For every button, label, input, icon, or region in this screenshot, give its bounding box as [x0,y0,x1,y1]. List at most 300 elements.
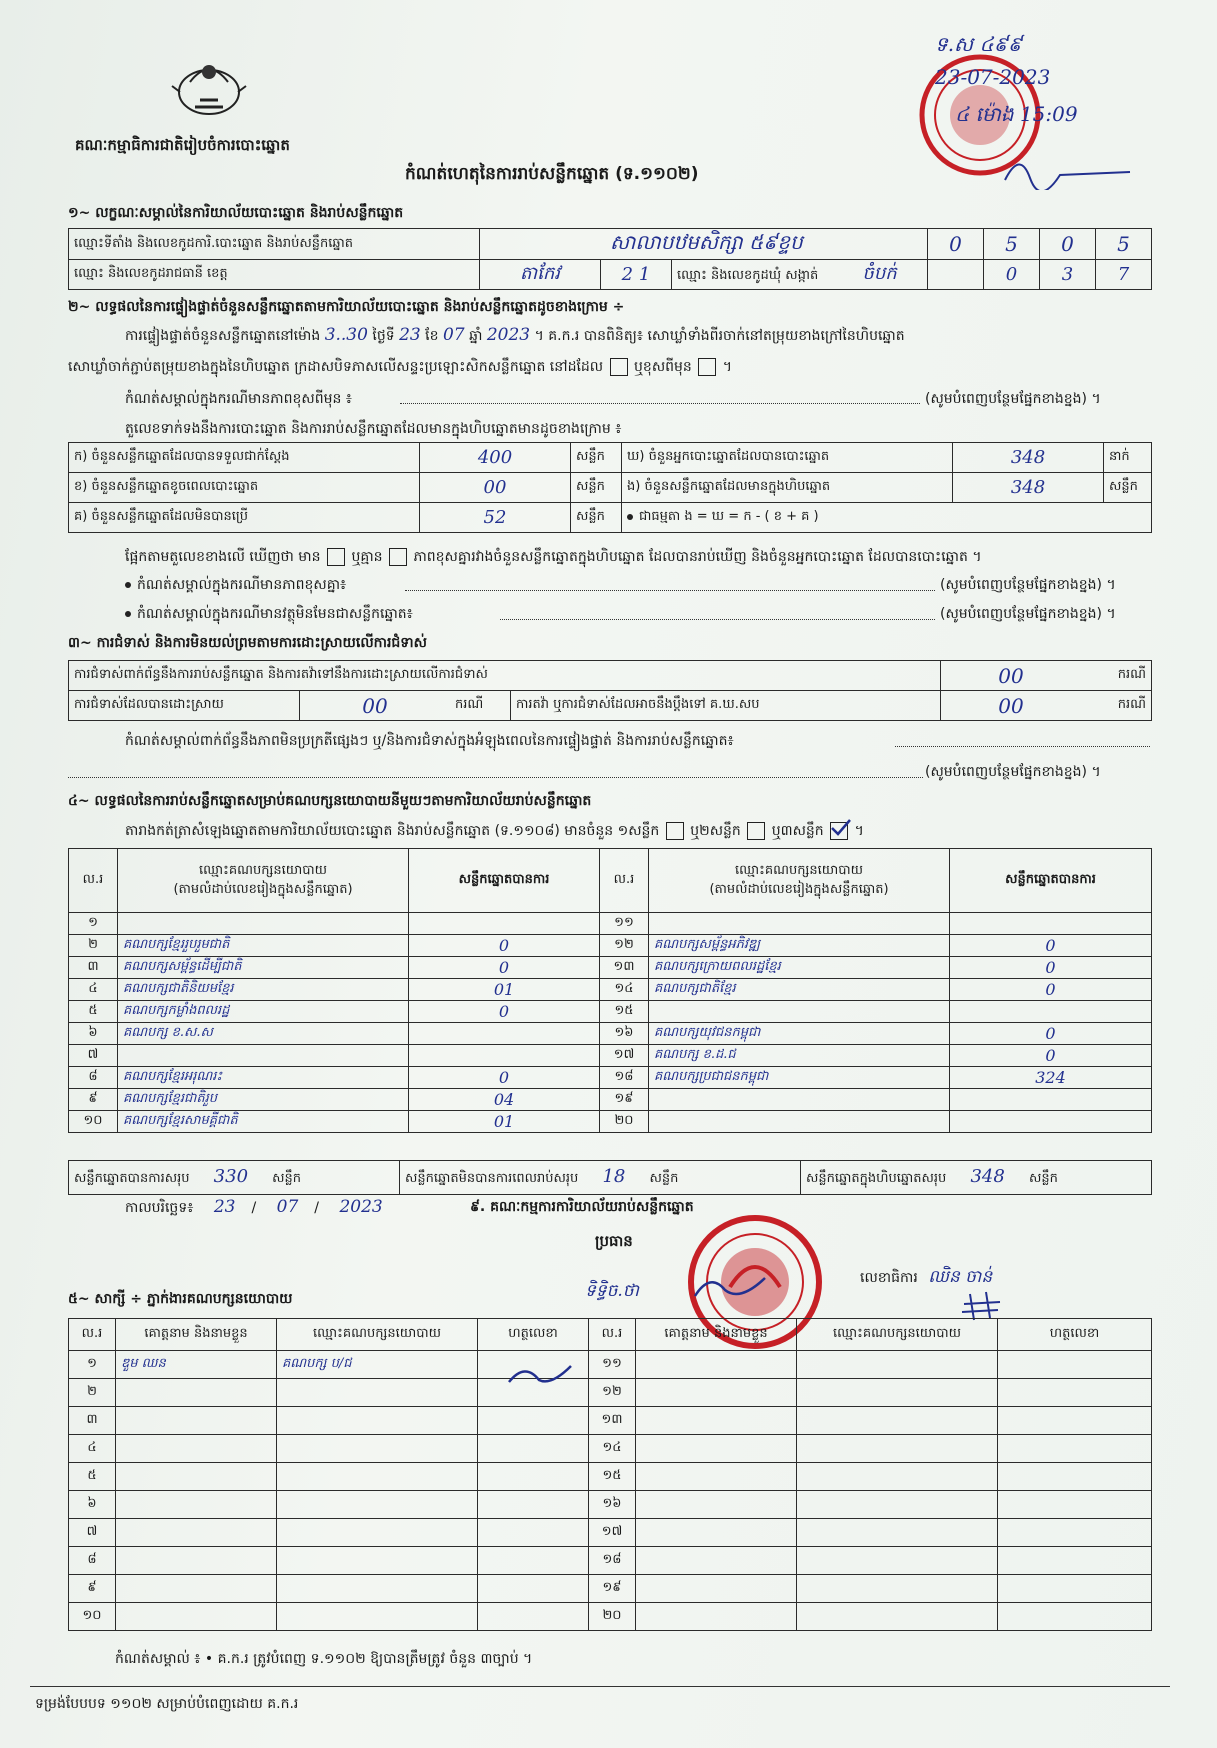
party-no-left: ៤ [69,979,118,1001]
party-name-left: គណបក្សខ្មែរសាមគ្គីជាតិ [118,1111,409,1133]
section2-table [68,442,1152,533]
witness-name-right [636,1379,797,1407]
check-time: 3..30 [324,325,368,345]
party-no-left: ៥ [69,1001,118,1023]
bullet-difference [125,576,346,594]
section5-note: កំណត់សម្គាល់ ៖ • គ.ក.រ ត្រូវបំពេញ ទ.១១០២ ឱ្យបានត្រឹមត្រូវ ចំនួន ៣ច្បាប់ ។ [115,1651,533,1667]
witness-no-right: ១៦ [589,1491,636,1519]
one-sheet-checkbox[interactable] [666,822,684,840]
party-name-right [649,1001,950,1023]
committee-sign-title: ៩. គណៈកម្មការការិយាល័យរាប់សន្លឹកឆ្នោត [470,1199,694,1215]
witness-row [69,1519,1152,1547]
president-signature [690,1268,770,1304]
witness-party-left [277,1435,478,1463]
row-k-unit: សន្លឹក [571,503,622,533]
party-votes-left: 0 [409,1001,600,1023]
witness-body [69,1351,1152,1631]
witness-sign-left [478,1463,589,1491]
row-ng-unit: សន្លឹក [1104,473,1152,503]
para2-text-b: ឬខុសពីមុន [634,359,692,375]
results-row [69,935,1152,957]
party-no-right: ១៩ [600,1089,649,1111]
section3-note: កំណត់សម្គាល់ពាក់ព័ន្ធនឹងភាពមិនប្រក្រតីផ្សេងៗ ឬ/និងការជំទាស់ក្នុងអំឡុងពេលនៃការផ្ទៀងផ្ទាត់ និងការរាប់សន្លឹកឆ្នោត៖ [125,733,734,749]
row-kha-right-unit: នាក់ [1104,443,1152,473]
witness-row [69,1547,1152,1575]
witness-no-right: ១៣ [589,1407,636,1435]
witness-no-left: ២ [69,1379,116,1407]
intro-end: ។ [854,823,864,839]
president-name: ទិទ្ធិច.ថា [585,1281,639,1301]
resolved-unit: ករណី [450,691,511,721]
unchanged-checkbox[interactable] [610,358,628,376]
total-box-value: 348 [970,1166,1005,1187]
commune-label: ឈ្មោះ និងលេខកូដឃុំ សង្កាត់ [677,268,819,283]
witness-sign-right [998,1575,1152,1603]
row-kh-label: ខ) ចំនួនសន្លឹកឆ្នោតខូចពេលបោះឆ្នោត [69,473,420,503]
section3-table [68,660,1152,721]
witness-party-right [797,1491,998,1519]
col-votes-left: សន្លឹកឆ្នោតបានការ [409,849,600,913]
section2-para2: សោឃ្លាំចាក់ភ្ជាប់តម្រុយខាងក្នុងនៃហិបឆ្នោត ក្រដាសបិទភាសលើសន្ទះប្រឡោះសិកសន្លឹកឆ្នោត នៅដដែល ឬខុសពីមុន ។ [68,359,732,375]
witness-signature [505,1360,575,1388]
row-ng-value: 348 [953,473,1104,503]
party-votes-right: 0 [950,935,1152,957]
province-label: ឈ្មោះ និងលេខកូដរាជធានី ខេត្ត [69,260,480,290]
party-no-right: ១៨ [600,1067,649,1089]
witness-sign-left [478,1603,589,1631]
party-no-left: ៨ [69,1067,118,1089]
section2-heading: ២~ លទ្ធផលនៃការផ្ទៀងផ្ទាត់ចំនួនសន្លឹកឆ្នោតតាមការិយាល័យបោះឆ្នោត និងរាប់សន្លឹកឆ្នោតដូចខាងក្រោម ÷ [68,299,625,315]
witness-name-left [116,1407,277,1435]
witness-party-right [797,1463,998,1491]
bullet2-dotted [500,619,935,620]
location-code-1: 0 [928,229,984,260]
bullet1-suffix: (សូមបំពេញបន្ថែមផ្នែកខាងខ្នង) ។ [940,577,1116,593]
party-votes-right: 0 [950,979,1152,1001]
witness-sign-right [998,1491,1152,1519]
party-name-left: គណបក្សខ្មែរអរុណរះ [118,1067,409,1089]
section4-intro [125,822,864,840]
nec-logo [170,52,248,124]
party-votes-left [409,913,600,935]
check-day: 23 [399,325,421,345]
commune-cell [672,260,928,290]
appeal-value: 00 [941,691,1082,721]
witness-row [69,1379,1152,1407]
col-party-left [118,849,409,913]
witness-no-right: ២០ [589,1603,636,1631]
witness-no-left: ១ [69,1351,116,1379]
witness-party-left [277,1463,478,1491]
formula-text: ជាធម្មតា ង = ឃ = ក - ( ខ + គ ) [639,509,819,524]
section2-note [125,390,352,408]
witness-no-right: ១៧ [589,1519,636,1547]
witness-sign-left [478,1491,589,1519]
note-suffix: (សូមបំពេញបន្ថែមផ្នែកខាងខ្នង) ។ [925,391,1101,407]
para1-text-b: ថ្ងៃទី [372,328,395,344]
col-party-left-1: ឈ្មោះគណបក្សនយោបាយ [199,862,327,878]
witness-party-right [797,1407,998,1435]
party-no-left: ៣ [69,957,118,979]
party-votes-left: 04 [409,1089,600,1111]
para1-text-d: ឆ្នាំ [469,328,483,344]
party-no-right: ១២ [600,935,649,957]
col-votes-right: សន្លឹកឆ្នោតបានការ [950,849,1152,913]
commune-value: ចំបក់ [862,263,897,284]
witness-no-right: ១៤ [589,1435,636,1463]
witness-name-left [116,1463,277,1491]
party-name-left: គណបក្សសម្ព័ន្ធដើម្បីជាតិ [118,957,409,979]
date-month: 07 [276,1197,299,1217]
party-no-left: ១ [69,913,118,935]
total-invalid-cell [400,1161,801,1195]
objection-value: 00 [941,661,1082,691]
party-no-left: ៩ [69,1089,118,1111]
col-party-right-2: (តាមលំដាប់លេខរៀងក្នុងសន្លឹកឆ្នោត) [709,881,889,897]
party-no-left: ២ [69,935,118,957]
three-sheet-checkbox[interactable] [830,822,848,840]
party-name-right: គណបក្ស ខ.ដ.ជ [649,1045,950,1067]
witness-no-right: ១៥ [589,1463,636,1491]
witness-row [69,1575,1152,1603]
party-name-right: គណបក្សជាតិខ្មែរ [649,979,950,1001]
row-k-value: 52 [420,503,571,533]
has-difference-checkbox[interactable] [327,548,345,566]
witness-no-left: ៧ [69,1519,116,1547]
witness-name-right [636,1519,797,1547]
bullet-icon [125,582,131,588]
witness-no-right: ១៩ [589,1575,636,1603]
witness-sign-right [998,1603,1152,1631]
bullet2-text: កំណត់សម្គាល់ក្នុងករណីមានវត្ថុមិនមែនជាសន្លឹកឆ្នោត៖ [137,606,413,622]
total-box-cell [801,1161,1152,1195]
date-label: កាលបរិច្ឆេទ៖ [125,1200,194,1216]
para1-text-e: ។ គ.ក.រ បានពិនិត្យ៖ សោឃ្លាំទាំងពីរចាក់នៅតម្រុយខាងក្រៅនៃហិបឆ្នោត [534,328,905,344]
witness-name-left [116,1379,277,1407]
totals-table [68,1160,1152,1195]
witness-name-right [636,1603,797,1631]
witness-party-left [277,1379,478,1407]
row-k-label: គ) ចំនួនសន្លឹកឆ្នោតដែលមិនបានប្រើ [69,503,420,533]
witness-no-left: ១០ [69,1603,116,1631]
party-no-right: ១៦ [600,1023,649,1045]
witness-name-left [116,1603,277,1631]
footer-text: ទម្រង់បែបបទ ១១០២ សម្រាប់បំពេញដោយ គ.ក.រ [35,1696,299,1712]
objection-unit: ករណី [1081,661,1152,691]
bullet-non-ballot [125,605,413,623]
row-kh-value: 00 [420,473,571,503]
party-name-left: គណបក្សខ្មែររួបរួមជាតិ [118,935,409,957]
party-name-right: គណបក្សយុវជនកម្ពុជា [649,1023,950,1045]
row-kha-right-value: 348 [953,443,1104,473]
total-box-unit: សន្លឹក [1028,1171,1058,1186]
section3-note-suffix: (សូមបំពេញបន្ថែមផ្នែកខាងខ្នង) ។ [925,764,1101,780]
witness-sign-left [478,1575,589,1603]
appeal-label: ការតវ៉ា ឬការជំទាស់ដែលអាចនឹងប្តឹងទៅ គ.ឃ.សប [511,691,941,721]
check-month: 07 [442,325,465,345]
row-kha-right-label: ឃ) ចំនួនអ្នកបោះឆ្នោតដែលបានបោះឆ្នោត [622,443,953,473]
party-votes-right [950,1001,1152,1023]
bullet1-dotted [405,590,935,591]
row-ka-unit: សន្លឹក [571,443,622,473]
intro-text-b: ឬ២សន្លឹក [690,823,741,839]
party-no-right: ២០ [600,1111,649,1133]
witness-sign-right [998,1351,1152,1379]
witness-name-left [116,1435,277,1463]
witness-party-left [277,1407,478,1435]
section2-intro: តួលេខទាក់ទងនឹងការបោះឆ្នោត និងការរាប់សន្លឹកឆ្នោតដែលមានក្នុងហិបឆ្នោតមានដូចខាងក្រោម ៖ [125,421,622,437]
witness-row [69,1603,1152,1631]
party-no-left: ៧ [69,1045,118,1067]
resolved-value: 00 [300,691,451,721]
witness-no-right: ១១ [589,1351,636,1379]
appeal-unit: ករណី [1081,691,1152,721]
w-col-no-left: ល.រ [69,1319,116,1351]
witness-row [69,1351,1152,1379]
total-valid-value: 330 [213,1166,249,1187]
row-ng-label: ង) ចំនួនសន្លឹកឆ្នោតដែលមានក្នុងហិបឆ្នោត [622,473,953,503]
witness-name-right [636,1407,797,1435]
para1-text-a: ការផ្ទៀងផ្ទាត់ចំនួនសន្លឹកឆ្នោតនៅម៉ោង [125,328,321,344]
party-name-left [118,913,409,935]
total-valid-unit: សន្លឹក [272,1171,302,1186]
witness-sign-left [478,1547,589,1575]
results-row [69,1045,1152,1067]
witness-no-left: ៦ [69,1491,116,1519]
party-name-left [118,1045,409,1067]
w-col-party-right: ឈ្មោះគណបក្សនយោបាយ [797,1319,998,1351]
witness-name-left [116,1547,277,1575]
results-row [69,979,1152,1001]
witness-row [69,1463,1152,1491]
w-col-name-right: គោត្តនាម និងនាមខ្លួន [636,1319,797,1351]
commune-code-2: 3 [1040,260,1096,290]
party-votes-right [950,1089,1152,1111]
witness-party-right [797,1379,998,1407]
party-no-right: ១១ [600,913,649,935]
compare-text-b: ឬគ្មាន [351,549,383,565]
witness-no-left: ៨ [69,1547,116,1575]
witness-no-right: ១២ [589,1379,636,1407]
section1-table [68,228,1152,290]
results-row [69,1001,1152,1023]
row-ka-label: ក) ចំនួនសន្លឹកឆ្នោតដែលបានទទួលជាក់ស្តែង [69,443,420,473]
witness-no-left: ៩ [69,1575,116,1603]
row-ka-value: 400 [420,443,571,473]
witness-name-left [116,1519,277,1547]
witness-party-right [797,1547,998,1575]
witness-row [69,1407,1152,1435]
bullet-icon [627,514,633,520]
witness-name-left: ឌួម ឈន [116,1351,277,1379]
witness-no-left: ៣ [69,1407,116,1435]
party-votes-left: 0 [409,1067,600,1089]
witness-party-left [277,1547,478,1575]
changed-checkbox[interactable] [698,358,716,376]
witness-sign-left [478,1407,589,1435]
party-no-left: ៦ [69,1023,118,1045]
section3-heading: ៣~ ការជំទាស់ និងការមិនយល់ព្រមតាមការដោះស្រាយលើការជំទាស់ [68,635,427,651]
witness-party-right [797,1519,998,1547]
president-label: ប្រធាន [595,1232,633,1250]
note-dotted-line [400,403,920,404]
intro-text-a: តារាងកត់ត្រាសំឡេងឆ្នោតតាមការិយាល័យបោះឆ្នោត និងរាប់សន្លឹកឆ្នោត (ទ.១១០៨) មានចំនួន ១សន្លឹក [125,823,660,839]
witness-sign-right [998,1519,1152,1547]
section2-para1 [125,326,905,345]
results-row [69,1067,1152,1089]
witness-sign-right [998,1547,1152,1575]
two-sheet-checkbox[interactable] [747,822,765,840]
witness-no-left: ៥ [69,1463,116,1491]
page-title: កំណត់ហេតុនៃការរាប់សន្លឹកឆ្នោត (ទ.១១០២) [405,164,699,184]
party-votes-right [950,913,1152,935]
party-votes-left: 0 [409,935,600,957]
province-code: 2 1 [601,260,672,290]
witness-no-right: ១៨ [589,1547,636,1575]
party-votes-left: 0 [409,957,600,979]
total-invalid-unit: សន្លឹក [649,1171,679,1186]
party-votes-left: 01 [409,1111,600,1133]
intro-text-c: ឬ៣សន្លឹក [771,823,824,839]
party-votes-right: 0 [950,957,1152,979]
party-name-left: គណបក្ស ខ.ស.ស [118,1023,409,1045]
bullet1-text: កំណត់សម្គាល់ក្នុងករណីមានភាពខុសគ្នា៖ [137,577,347,593]
results-row [69,1023,1152,1045]
bullet-icon [125,611,131,617]
witness-sign-right [998,1435,1152,1463]
date-day: 23 [213,1197,236,1217]
stamp-number: ទ.ស ៤៩៩ [935,32,1022,56]
results-row [69,1089,1152,1111]
total-box-label: សន្លឹកឆ្នោតក្នុងហិបឆ្នោតសរុប [806,1171,947,1186]
witness-table [68,1318,1152,1631]
location-code-3: 0 [1040,229,1096,260]
compare-text-a: ផ្អែកតាមតួលេខខាងលើ ឃើញថា មាន [125,549,321,565]
party-name-left: គណបក្សកម្លាំងពលរដ្ឋ [118,1001,409,1023]
witness-party-right [797,1351,998,1379]
col-no-right: ល.រ [600,849,649,913]
date-year: 2023 [339,1197,383,1217]
committee-name: គណៈកម្មាធិការជាតិរៀបចំការបោះឆ្នោត [75,136,290,154]
party-name-right: គណបក្សសម្ព័ន្ធអភិវឌ្ឍ [649,935,950,957]
witness-sign-right [998,1379,1152,1407]
section4-heading: ៤~ លទ្ធផលនៃការរាប់សន្លឹកឆ្នោតសម្រាប់គណបក្សនយោបាយនីមួយៗតាមការិយាល័យរាប់សន្លឹកឆ្នោត [68,793,592,809]
para1-text-c: ខែ [425,328,439,344]
witness-sign-left [478,1435,589,1463]
party-no-right: ១៧ [600,1045,649,1067]
col-party-left-2: (តាមលំដាប់លេខរៀងក្នុងសន្លឹកឆ្នោត) [173,881,353,897]
witness-party-left: គណបក្ស ប/ជ [277,1351,478,1379]
w-col-name-left: គោត្តនាម និងនាមខ្លួន [116,1319,277,1351]
date-line: កាលបរិច្ឆេទ៖ 23 / 07 / 2023 [125,1197,383,1217]
location-label: ឈ្មោះទីតាំង និងលេខកូដការិ.បោះឆ្នោត និងរាប់សន្លឹកឆ្នោត [69,229,480,260]
w-col-no-right: ល.រ [589,1319,636,1351]
resolved-label: ការជំទាស់ដែលបានដោះស្រាយ [69,691,300,721]
results-table [68,848,1152,1133]
section1-heading: ១~ លក្ខណៈសម្គាល់នៃការិយាល័យបោះឆ្នោត និងរាប់សន្លឹកឆ្នោត [68,205,404,221]
witness-party-right [797,1603,998,1631]
no-difference-checkbox[interactable] [389,548,407,566]
party-name-right [649,913,950,935]
secretary-line [860,1268,992,1287]
formula-cell [622,503,1152,533]
party-no-left: ១០ [69,1111,118,1133]
location-code-4: 5 [1096,229,1152,260]
w-col-party-left: ឈ្មោះគណបក្សនយោបាយ [277,1319,478,1351]
witness-name-left [116,1575,277,1603]
location-code-2: 5 [984,229,1040,260]
col-party-right [649,849,950,913]
section3-dotted-2 [68,777,923,778]
witness-sign-right [998,1407,1152,1435]
stamp-signature [1000,150,1140,190]
party-name-right: គណបក្សប្រជាជនកម្ពុជា [649,1067,950,1089]
party-name-left: គណបក្សជាតិនិយមខ្មែរ [118,979,409,1001]
party-name-right [649,1111,950,1133]
commune-code-spacer [928,260,984,290]
objection-label: ការជំទាស់ពាក់ព័ន្ធនឹងការរាប់សន្លឹកឆ្នោត និងការតវ៉ាទៅនឹងការដោះស្រាយលើការជំទាស់ [69,661,941,691]
party-votes-right: 324 [950,1067,1152,1089]
party-votes-left [409,1023,600,1045]
witness-sign-right [998,1463,1152,1491]
witness-name-right [636,1547,797,1575]
total-invalid-value: 18 [602,1166,626,1187]
commune-code-1: 0 [984,260,1040,290]
witness-name-right [636,1491,797,1519]
commune-code-3: 7 [1096,260,1152,290]
witness-party-right [797,1575,998,1603]
stamp-time: ៤ ម៉ោង 15:09 [955,102,1078,126]
witness-name-right [636,1351,797,1379]
party-votes-left: 01 [409,979,600,1001]
party-name-left: គណបក្សខ្មែរជាតិរួប [118,1089,409,1111]
secretary-name: ឈិន ចាន់ [928,1267,993,1287]
results-row [69,913,1152,935]
party-votes-right: 0 [950,1045,1152,1067]
witness-name-right [636,1435,797,1463]
witness-party-left [277,1575,478,1603]
witness-party-right [797,1435,998,1463]
party-name-right: គណបក្សក្រោយពលរដ្ឋខ្មែរ [649,957,950,979]
witness-row [69,1435,1152,1463]
witness-name-right [636,1575,797,1603]
col-no-left: ល.រ [69,849,118,913]
check-year: 2023 [486,325,531,345]
party-votes-left [409,1045,600,1067]
results-row [69,1111,1152,1133]
results-row [69,957,1152,979]
results-body [69,913,1152,1133]
witness-party-left [277,1603,478,1631]
secretary-label: លេខាធិការ [860,1270,918,1286]
compare-text-c: ភាពខុសគ្នារវាងចំនួនសន្លឹកឆ្នោតក្នុងហិបឆ្នោត ដែលបានរាប់ឃើញ និងចំនួនអ្នកបោះឆ្នោត ដែលបានបោះឆ្នោត ។ [413,549,982,565]
party-no-right: ១៥ [600,1001,649,1023]
total-valid-label: សន្លឹកឆ្នោតបានការសរុប [74,1171,190,1186]
para2-text-a: សោឃ្លាំចាក់ភ្ជាប់តម្រុយខាងក្នុងនៃហិបឆ្នោត ក្រដាសបិទភាសលើសន្ទះប្រឡោះសិកសន្លឹកឆ្នោត នៅដដែល [68,359,604,375]
witness-sign-left [478,1519,589,1547]
party-no-right: ១៣ [600,957,649,979]
total-invalid-label: សន្លឹកឆ្នោតមិនបានការពេលរាប់សរុប [405,1171,579,1186]
witness-party-left [277,1491,478,1519]
witness-no-left: ៤ [69,1435,116,1463]
row-kh-unit: សន្លឹក [571,473,622,503]
party-name-right [649,1089,950,1111]
stamp-date: 23-07-2023 [935,65,1051,89]
bullet2-suffix: (សូមបំពេញបន្ថែមផ្នែកខាងខ្នង) ។ [940,606,1116,622]
compare-line [125,548,982,566]
party-no-right: ១៤ [600,979,649,1001]
section5-heading: ៥~ សាក្សី ÷ ភ្នាក់ងារគណបក្សនយោបាយ [68,1291,293,1307]
